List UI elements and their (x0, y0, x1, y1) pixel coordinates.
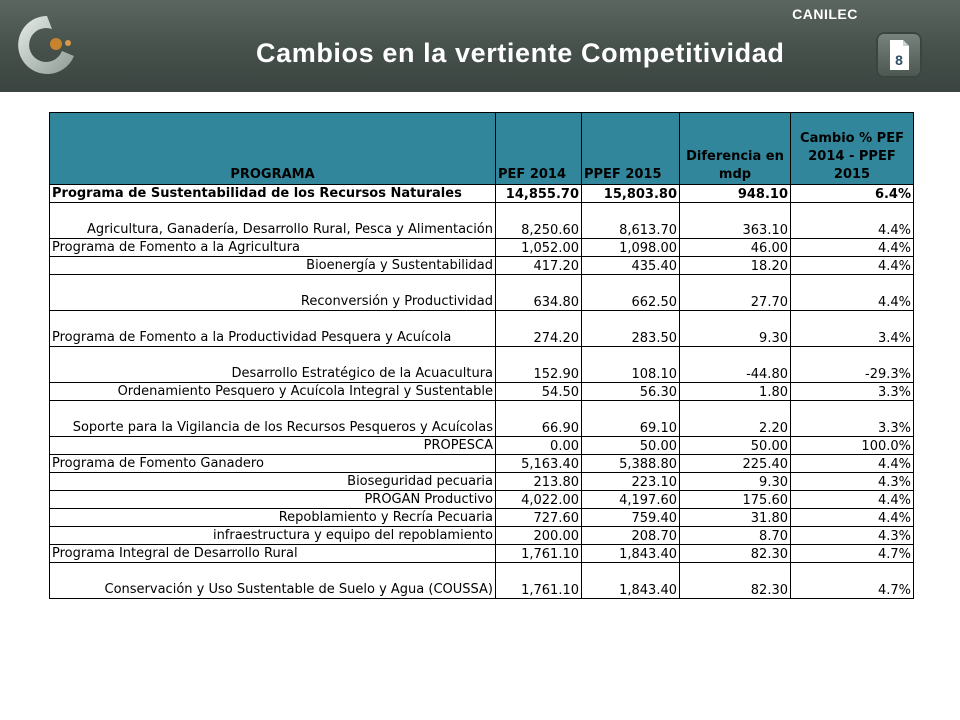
table-row (50, 347, 914, 383)
cell-pef-2014: 417.20 (496, 257, 582, 275)
cell-programa: infraestructura y equipo del repoblamiento (50, 527, 496, 545)
cell-diferencia: 1.80 (680, 383, 791, 401)
cell-ppef-2015: 4,197.60 (582, 491, 680, 509)
cell-diferencia: 46.00 (680, 239, 791, 257)
cell-ppef-2015: 1,098.00 (582, 239, 680, 257)
cell-cambio-pct: 4.4% (791, 455, 914, 473)
cell-programa: Repoblamiento y Recría Pecuaria (50, 509, 496, 527)
cell-pef-2014: 727.60 (496, 509, 582, 527)
cell-programa: PROGAN Productivo (50, 491, 496, 509)
cell-cambio-pct: 4.4% (791, 491, 914, 509)
cell-programa: Desarrollo Estratégico de la Acuacultura (50, 347, 496, 383)
cell-ppef-2015: 69.10 (582, 401, 680, 437)
cell-programa: Programa Integral de Desarrollo Rural (50, 545, 496, 563)
cell-programa: Bioenergía y Sustentabilidad (50, 257, 496, 275)
cell-ppef-2015: 208.70 (582, 527, 680, 545)
cell-programa: Reconversión y Productividad (50, 275, 496, 311)
budget-table (49, 112, 914, 599)
cell-diferencia: 9.30 (680, 473, 791, 491)
cell-cambio-pct: 3.4% (791, 311, 914, 347)
cell-cambio-pct: 4.4% (791, 203, 914, 239)
cell-ppef-2015: 108.10 (582, 347, 680, 383)
cell-ppef-2015: 1,843.40 (582, 563, 680, 599)
cell-pef-2014: 152.90 (496, 347, 582, 383)
column-header-pef-2014: PEF 2014 (496, 113, 582, 185)
cell-ppef-2015: 8,613.70 (582, 203, 680, 239)
cell-cambio-pct: 4.4% (791, 275, 914, 311)
column-header-diferencia: Diferencia en mdp (680, 113, 791, 185)
cell-cambio-pct: 4.7% (791, 545, 914, 563)
cell-diferencia: 31.80 (680, 509, 791, 527)
cell-diferencia: 82.30 (680, 545, 791, 563)
table-row (50, 203, 914, 239)
cell-pef-2014: 274.20 (496, 311, 582, 347)
cell-diferencia: 82.30 (680, 563, 791, 599)
table-row (50, 437, 914, 455)
cell-diferencia: 27.70 (680, 275, 791, 311)
cell-ppef-2015: 662.50 (582, 275, 680, 311)
cell-pef-2014: 1,761.10 (496, 563, 582, 599)
cell-pef-2014: 634.80 (496, 275, 582, 311)
cell-ppef-2015: 15,803.80 (582, 185, 680, 203)
cell-cambio-pct: 6.4% (791, 185, 914, 203)
cell-ppef-2015: 223.10 (582, 473, 680, 491)
cell-programa: PROPESCA (50, 437, 496, 455)
cell-programa: Programa de Sustentabilidad de los Recursos Naturales (50, 185, 496, 203)
cell-cambio-pct: 4.4% (791, 257, 914, 275)
page-number: 8 (895, 52, 903, 68)
table-row (50, 455, 914, 473)
page-title: Cambios en la vertiente Competitividad (256, 38, 785, 68)
table-row (50, 563, 914, 599)
cell-diferencia: 8.70 (680, 527, 791, 545)
table-row (50, 509, 914, 527)
cell-programa: Soporte para la Vigilancia de los Recursos Pesqueros y Acuícolas (50, 401, 496, 437)
cell-cambio-pct: 3.3% (791, 383, 914, 401)
cell-cambio-pct: 4.7% (791, 563, 914, 599)
table-row (50, 473, 914, 491)
cell-pef-2014: 66.90 (496, 401, 582, 437)
org-name: CANILEC (792, 6, 858, 22)
cell-diferencia: 363.10 (680, 203, 791, 239)
cell-ppef-2015: 435.40 (582, 257, 680, 275)
table-row (50, 311, 914, 347)
cell-diferencia: 50.00 (680, 437, 791, 455)
column-header-programa: PROGRAMA (50, 113, 496, 185)
cell-pef-2014: 54.50 (496, 383, 582, 401)
cell-diferencia: 175.60 (680, 491, 791, 509)
cell-diferencia: 2.20 (680, 401, 791, 437)
cell-pef-2014: 14,855.70 (496, 185, 582, 203)
slide-header (0, 0, 960, 92)
cell-pef-2014: 1,761.10 (496, 545, 582, 563)
canilec-logo-icon (12, 10, 82, 80)
cell-cambio-pct: 3.3% (791, 401, 914, 437)
table-row (50, 257, 914, 275)
cell-cambio-pct: 4.3% (791, 527, 914, 545)
column-header-ppef-2015: PPEF 2015 (582, 113, 680, 185)
cell-ppef-2015: 5,388.80 (582, 455, 680, 473)
cell-pef-2014: 200.00 (496, 527, 582, 545)
cell-programa: Programa de Fomento Ganadero (50, 455, 496, 473)
table-body (50, 185, 914, 599)
table-row (50, 239, 914, 257)
cell-ppef-2015: 759.40 (582, 509, 680, 527)
cell-programa: Programa de Fomento a la Productividad Pesquera y Acuícola (50, 311, 496, 347)
table-row (50, 275, 914, 311)
table-row (50, 491, 914, 509)
cell-diferencia: 948.10 (680, 185, 791, 203)
cell-programa: Conservación y Uso Sustentable de Suelo y Agua (COUSSA) (50, 563, 496, 599)
cell-cambio-pct: 4.4% (791, 239, 914, 257)
table-row (50, 545, 914, 563)
cell-pef-2014: 4,022.00 (496, 491, 582, 509)
cell-pef-2014: 1,052.00 (496, 239, 582, 257)
column-header-cambio-pct: Cambio % PEF 2014 - PPEF 2015 (791, 113, 914, 185)
cell-programa: Bioseguridad pecuaria (50, 473, 496, 491)
table-row (50, 383, 914, 401)
cell-cambio-pct: 4.4% (791, 509, 914, 527)
cell-programa: Programa de Fomento a la Agricultura (50, 239, 496, 257)
cell-programa: Agricultura, Ganadería, Desarrollo Rural, Pesca y Alimentación (50, 203, 496, 239)
cell-diferencia: 9.30 (680, 311, 791, 347)
page-badge (876, 32, 922, 78)
cell-pef-2014: 0.00 (496, 437, 582, 455)
cell-pef-2014: 5,163.40 (496, 455, 582, 473)
cell-pef-2014: 8,250.60 (496, 203, 582, 239)
cell-ppef-2015: 283.50 (582, 311, 680, 347)
cell-ppef-2015: 50.00 (582, 437, 680, 455)
table-row (50, 185, 914, 203)
cell-pef-2014: 213.80 (496, 473, 582, 491)
table-row (50, 401, 914, 437)
cell-ppef-2015: 1,843.40 (582, 545, 680, 563)
table-header-row (50, 113, 914, 185)
cell-diferencia: 18.20 (680, 257, 791, 275)
cell-cambio-pct: 4.3% (791, 473, 914, 491)
cell-programa: Ordenamiento Pesquero y Acuícola Integral y Sustentable (50, 383, 496, 401)
cell-ppef-2015: 56.30 (582, 383, 680, 401)
cell-diferencia: 225.40 (680, 455, 791, 473)
table-row (50, 527, 914, 545)
cell-cambio-pct: 100.0% (791, 437, 914, 455)
cell-cambio-pct: -29.3% (791, 347, 914, 383)
cell-diferencia: -44.80 (680, 347, 791, 383)
